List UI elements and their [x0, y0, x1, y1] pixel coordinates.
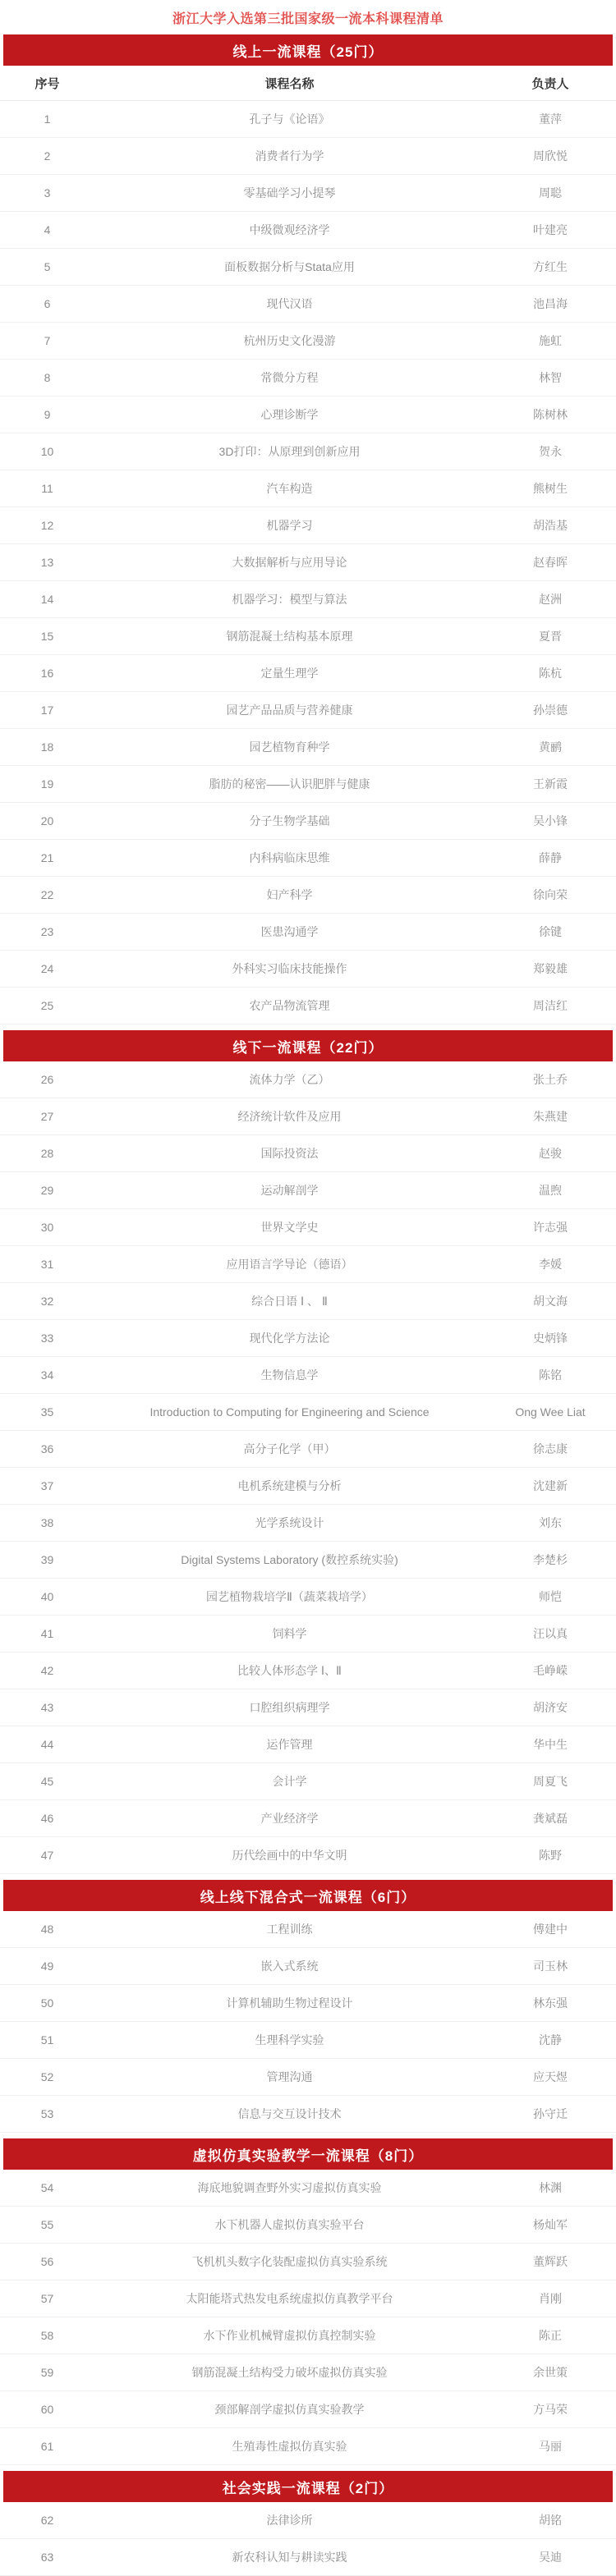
course-name: 消费者行为学 — [255, 149, 324, 163]
column-label-course: 课程名称 — [264, 76, 315, 91]
table-column-header — [0, 66, 616, 101]
row-number: 25 — [40, 999, 54, 1012]
leader-name: 林智 — [539, 371, 562, 384]
row-number: 35 — [40, 1405, 54, 1419]
course-name: 世界文学史 — [260, 1221, 319, 1234]
row-number: 62 — [40, 2514, 54, 2527]
table-row — [0, 2096, 616, 2133]
leader-name: 夏晋 — [539, 630, 562, 643]
leader-name: 贺永 — [539, 445, 562, 458]
leader-name: 林渊 — [539, 2181, 562, 2194]
row-number: 53 — [40, 2107, 54, 2120]
row-number: 13 — [40, 556, 54, 569]
course-name: 心理诊断学 — [260, 408, 319, 421]
row-number: 61 — [40, 2440, 54, 2453]
row-number: 37 — [40, 1479, 54, 1492]
row-number: 30 — [40, 1221, 54, 1234]
table-row — [0, 249, 616, 286]
table-row — [0, 433, 616, 470]
row-number: 50 — [40, 1996, 54, 2010]
leader-name: 应天煜 — [533, 2070, 568, 2083]
course-name: 妇产科学 — [266, 888, 313, 901]
course-name: 园艺植物育种学 — [249, 740, 330, 754]
leader-name: 孙崇德 — [533, 704, 568, 717]
course-name: 分子生物学基础 — [249, 814, 330, 827]
row-number: 23 — [40, 925, 54, 938]
table-row — [0, 1689, 616, 1726]
leader-name: 温煦 — [539, 1184, 562, 1197]
course-name: 外科实习临床技能操作 — [232, 962, 347, 975]
course-name: 园艺植物栽培学Ⅱ（蔬菜栽培学） — [206, 1590, 373, 1603]
row-number: 49 — [40, 1960, 54, 1973]
row-number: 41 — [40, 1627, 54, 1640]
table-row — [0, 581, 616, 618]
table-row — [0, 1172, 616, 1209]
row-number: 17 — [40, 704, 54, 717]
course-name: 园艺产品品质与营养健康 — [226, 704, 353, 717]
course-name: 产业经济学 — [260, 1812, 319, 1825]
leader-name: 徐志康 — [533, 1442, 568, 1455]
course-name: 中级微观经济学 — [249, 223, 330, 236]
leader-name: 张土乔 — [533, 1073, 568, 1086]
leader-name: 余世策 — [533, 2366, 568, 2379]
row-number: 16 — [40, 667, 54, 680]
leader-name: 胡文海 — [533, 1295, 568, 1308]
course-name: 信息与交互设计技术 — [237, 2107, 342, 2120]
table-row — [0, 2059, 616, 2096]
leader-name: 黄鹂 — [539, 740, 562, 754]
leader-name: 沈建新 — [533, 1479, 568, 1492]
row-number: 8 — [44, 371, 51, 384]
leader-name: 郑毅雄 — [533, 962, 568, 975]
row-number: 26 — [40, 1073, 54, 1086]
row-number: 29 — [40, 1184, 54, 1197]
leader-name: 池昌海 — [533, 297, 568, 310]
leader-name: 叶建亮 — [533, 223, 568, 236]
course-name: 太阳能塔式热发电系统虚拟仿真教学平台 — [186, 2292, 393, 2305]
course-name: 杭州历史文化漫游 — [243, 334, 336, 347]
row-number: 56 — [40, 2255, 54, 2268]
leader-name: 胡铭 — [539, 2514, 562, 2527]
table-row — [0, 2170, 616, 2207]
leader-name: 董辉跃 — [533, 2255, 568, 2268]
leader-name: 沈静 — [539, 2033, 562, 2047]
table-row — [0, 1394, 616, 1431]
table-row — [0, 1985, 616, 2022]
table-row — [0, 1098, 616, 1135]
table-row — [0, 212, 616, 249]
row-number: 45 — [40, 1775, 54, 1788]
leader-name: 薛静 — [539, 851, 562, 864]
table-row — [0, 729, 616, 766]
leader-name: 李楚杉 — [533, 1553, 568, 1566]
course-name: 应用语言学导论（德语） — [226, 1258, 353, 1271]
table-row — [0, 1579, 616, 1616]
course-name: 生物信息学 — [260, 1368, 319, 1382]
course-name: 海底地貌调查野外实习虚拟仿真实验 — [197, 2181, 382, 2194]
row-number: 40 — [40, 1590, 54, 1603]
course-section — [0, 1880, 616, 2133]
column-label-leader: 负责人 — [531, 76, 569, 91]
table-row — [0, 1209, 616, 1246]
leader-name: Ong Wee Liat — [515, 1405, 586, 1419]
course-name: 工程训练 — [266, 1923, 313, 1936]
table-row — [0, 655, 616, 692]
course-name: 流体力学（乙） — [249, 1073, 330, 1086]
course-name: 比较人体形态学 Ⅰ、Ⅱ — [237, 1664, 342, 1677]
row-number: 24 — [40, 962, 54, 975]
table-row — [0, 2502, 616, 2539]
table-row — [0, 101, 616, 138]
course-name: 运动解剖学 — [260, 1184, 319, 1197]
course-name: 大数据解析与应用导论 — [232, 556, 347, 569]
leader-name: 胡济安 — [533, 1701, 568, 1714]
leader-name: 龚斌磊 — [533, 1812, 568, 1825]
course-name: 口腔组织病理学 — [249, 1701, 330, 1714]
table-row — [0, 544, 616, 581]
leader-name: 史炳锋 — [533, 1332, 568, 1345]
table-row — [0, 175, 616, 212]
leader-name: 吴小锋 — [533, 814, 568, 827]
table-row — [0, 286, 616, 323]
table-row — [0, 507, 616, 544]
row-number: 55 — [40, 2218, 54, 2231]
table-row — [0, 2280, 616, 2317]
row-number: 6 — [44, 297, 51, 310]
row-number: 2 — [44, 149, 51, 163]
table-row — [0, 2207, 616, 2244]
section-header: 线上线下混合式一流课程（6门） — [3, 1880, 613, 1911]
course-name: 零基础学习小提琴 — [243, 186, 336, 199]
table-row — [0, 1320, 616, 1357]
table-row — [0, 803, 616, 840]
table-row — [0, 951, 616, 988]
row-number: 21 — [40, 851, 54, 864]
course-name: 现代汉语 — [266, 297, 313, 310]
table-row — [0, 914, 616, 951]
course-section — [0, 2471, 616, 2576]
row-number: 60 — [40, 2403, 54, 2416]
course-name: 饲料学 — [272, 1627, 307, 1640]
table-row — [0, 618, 616, 655]
row-number: 20 — [40, 814, 54, 827]
course-name: 医患沟通学 — [260, 925, 319, 938]
row-number: 5 — [44, 260, 51, 273]
leader-name: 马丽 — [539, 2440, 562, 2453]
row-number: 32 — [40, 1295, 54, 1308]
course-name: 水下作业机械臂虚拟仿真控制实验 — [203, 2329, 376, 2342]
course-name: 管理沟通 — [266, 2070, 313, 2083]
leader-name: 徐键 — [539, 925, 562, 938]
table-row — [0, 2317, 616, 2354]
course-name: 定量生理学 — [260, 667, 319, 680]
course-name: 钢筋混凝土结构基本原理 — [226, 630, 353, 643]
leader-name: 施虹 — [539, 334, 562, 347]
leader-name: 方马荣 — [533, 2403, 568, 2416]
row-number: 44 — [40, 1738, 54, 1751]
leader-name: 师恺 — [539, 1590, 562, 1603]
table-row — [0, 2428, 616, 2465]
course-name: 机器学习 — [266, 519, 313, 532]
row-number: 18 — [40, 740, 54, 754]
table-row — [0, 2391, 616, 2428]
course-name: 电机系统建模与分析 — [237, 1479, 342, 1492]
leader-name: 刘东 — [539, 1516, 562, 1529]
course-name: 会计学 — [272, 1775, 307, 1788]
leader-name: 陈铭 — [539, 1368, 562, 1382]
row-number: 52 — [40, 2070, 54, 2083]
leader-name: 华中生 — [533, 1738, 568, 1751]
leader-name: 周洁红 — [533, 999, 568, 1012]
course-name: 钢筋混凝土结构受力破坏虚拟仿真实验 — [191, 2366, 388, 2379]
course-name: 嵌入式系统 — [260, 1960, 319, 1973]
leader-name: 陈野 — [539, 1849, 562, 1862]
row-number: 9 — [44, 408, 51, 421]
table-row — [0, 1911, 616, 1948]
row-number: 22 — [40, 888, 54, 901]
leader-name: 周欣悦 — [533, 149, 568, 163]
course-name: 生殖毒性虚拟仿真实验 — [232, 2440, 347, 2453]
course-name: 汽车构造 — [266, 482, 313, 495]
leader-name: 司玉林 — [533, 1960, 568, 1973]
leader-name: 方红生 — [533, 260, 568, 273]
course-name: 颈部解剖学虚拟仿真实验教学 — [214, 2403, 365, 2416]
leader-name: 赵春晖 — [533, 556, 568, 569]
course-name: 内科病临床思维 — [249, 851, 330, 864]
row-number: 34 — [40, 1368, 54, 1382]
leader-name: 熊树生 — [533, 482, 568, 495]
row-number: 15 — [40, 630, 54, 643]
course-name: 孔子与《论语》 — [249, 112, 330, 126]
table-row — [0, 1061, 616, 1098]
course-name: 生理科学实验 — [255, 2033, 324, 2047]
table-row — [0, 2539, 616, 2576]
table-row — [0, 840, 616, 877]
leader-name: 徐向荣 — [533, 888, 568, 901]
row-number: 1 — [44, 112, 51, 126]
course-section — [0, 34, 616, 1024]
row-number: 33 — [40, 1332, 54, 1345]
row-number: 27 — [40, 1110, 54, 1123]
table-row — [0, 692, 616, 729]
leader-name: 周聪 — [539, 186, 562, 199]
table-row — [0, 1800, 616, 1837]
section-header: 线下一流课程（22门） — [3, 1030, 613, 1061]
leader-name: 陈树林 — [533, 408, 568, 421]
table-row — [0, 2244, 616, 2280]
section-header: 社会实践一流课程（2门） — [3, 2471, 613, 2502]
course-name: 历代绘画中的中华文明 — [232, 1849, 347, 1862]
page-title: 浙江大学入选第三批国家级一流本科课程清单 — [172, 11, 444, 26]
row-number: 48 — [40, 1923, 54, 1936]
course-name: 脂肪的秘密——认识肥胖与健康 — [209, 777, 370, 791]
row-number: 38 — [40, 1516, 54, 1529]
course-name: 光学系统设计 — [255, 1516, 324, 1529]
row-number: 51 — [40, 2033, 54, 2047]
row-number: 43 — [40, 1701, 54, 1714]
table-row — [0, 360, 616, 396]
row-number: 4 — [44, 223, 51, 236]
table-row — [0, 1468, 616, 1505]
course-name: 国际投资法 — [260, 1147, 319, 1160]
leader-name: 林东强 — [533, 1996, 568, 2010]
leader-name: 王新霞 — [533, 777, 568, 791]
course-section — [0, 2138, 616, 2465]
course-name: 现代化学方法论 — [249, 1332, 330, 1345]
leader-name: 许志强 — [533, 1221, 568, 1234]
row-number: 57 — [40, 2292, 54, 2305]
table-row — [0, 2354, 616, 2391]
row-number: 58 — [40, 2329, 54, 2342]
course-section — [0, 1030, 616, 1874]
row-number: 36 — [40, 1442, 54, 1455]
leader-name: 李媛 — [539, 1258, 562, 1271]
leader-name: 朱燕建 — [533, 1110, 568, 1123]
leader-name: 杨灿军 — [533, 2218, 568, 2231]
course-name: 综合日语 Ⅰ 、 Ⅱ — [251, 1295, 328, 1308]
leader-name: 毛峥嵘 — [533, 1664, 568, 1677]
row-number: 28 — [40, 1147, 54, 1160]
course-name: 新农科认知与耕读实践 — [232, 2551, 347, 2564]
course-name: 农产品物流管理 — [249, 999, 330, 1012]
course-name: 高分子化学（甲） — [243, 1442, 336, 1455]
leader-name: 赵骏 — [539, 1147, 562, 1160]
table-row — [0, 1616, 616, 1652]
table-row — [0, 1246, 616, 1283]
course-name: Digital Systems Laboratory (数控系统实验) — [181, 1553, 398, 1566]
table-row — [0, 1837, 616, 1874]
table-row — [0, 1542, 616, 1579]
table-row — [0, 766, 616, 803]
table-row — [0, 1135, 616, 1172]
course-name: 飞机机头数字化装配虚拟仿真实验系统 — [191, 2255, 388, 2268]
table-row — [0, 1948, 616, 1985]
leader-name: 吴迪 — [539, 2551, 562, 2564]
table-row — [0, 988, 616, 1024]
row-number: 54 — [40, 2181, 54, 2194]
column-label-no: 序号 — [34, 76, 60, 91]
leader-name: 肖刚 — [539, 2292, 562, 2305]
leader-name: 陈杭 — [539, 667, 562, 680]
table-row — [0, 1431, 616, 1468]
row-number: 10 — [40, 445, 54, 458]
course-name: 经济统计软件及应用 — [237, 1110, 342, 1123]
section-header: 线上一流课程（25门） — [3, 34, 613, 66]
course-name: 法律诊所 — [266, 2514, 313, 2527]
table-row — [0, 1283, 616, 1320]
course-name: 水下机器人虚拟仿真实验平台 — [214, 2218, 365, 2231]
table-row — [0, 323, 616, 360]
table-row — [0, 1357, 616, 1394]
row-number: 11 — [41, 482, 53, 495]
row-number: 31 — [40, 1258, 54, 1271]
course-name: 面板数据分析与Stata应用 — [224, 260, 355, 273]
row-number: 3 — [44, 186, 51, 199]
row-number: 19 — [40, 777, 54, 791]
course-table — [0, 34, 616, 2576]
row-number: 42 — [40, 1664, 54, 1677]
leader-name: 傅建中 — [533, 1923, 568, 1936]
course-name: 机器学习：模型与算法 — [232, 593, 347, 606]
row-number: 63 — [40, 2551, 54, 2564]
leader-name: 赵洲 — [539, 593, 562, 606]
leader-name: 周夏飞 — [533, 1775, 568, 1788]
row-number: 12 — [40, 519, 54, 532]
section-header: 虚拟仿真实验教学一流课程（8门） — [3, 2138, 613, 2170]
leader-name: 汪以真 — [533, 1627, 568, 1640]
leader-name: 陈正 — [539, 2329, 562, 2342]
leader-name: 孙守迁 — [533, 2107, 568, 2120]
table-row — [0, 877, 616, 914]
leader-name: 董萍 — [539, 112, 562, 126]
leader-name: 胡浩基 — [533, 519, 568, 532]
table-row — [0, 1652, 616, 1689]
table-row — [0, 1505, 616, 1542]
table-row — [0, 396, 616, 433]
table-row — [0, 1763, 616, 1800]
row-number: 47 — [40, 1849, 54, 1862]
course-name: 3D打印：从原理到创新应用 — [218, 445, 361, 458]
course-name: 运作管理 — [266, 1738, 313, 1751]
row-number: 7 — [44, 334, 51, 347]
course-name: 常微分方程 — [260, 371, 319, 384]
table-row — [0, 138, 616, 175]
table-row — [0, 1726, 616, 1763]
course-name: Introduction to Computing for Engineering and Science — [149, 1405, 430, 1419]
row-number: 39 — [40, 1553, 54, 1566]
row-number: 59 — [40, 2366, 54, 2379]
course-name: 计算机辅助生物过程设计 — [226, 1996, 353, 2010]
row-number: 14 — [40, 593, 54, 606]
table-row — [0, 2022, 616, 2059]
row-number: 46 — [40, 1812, 54, 1825]
table-row — [0, 470, 616, 507]
